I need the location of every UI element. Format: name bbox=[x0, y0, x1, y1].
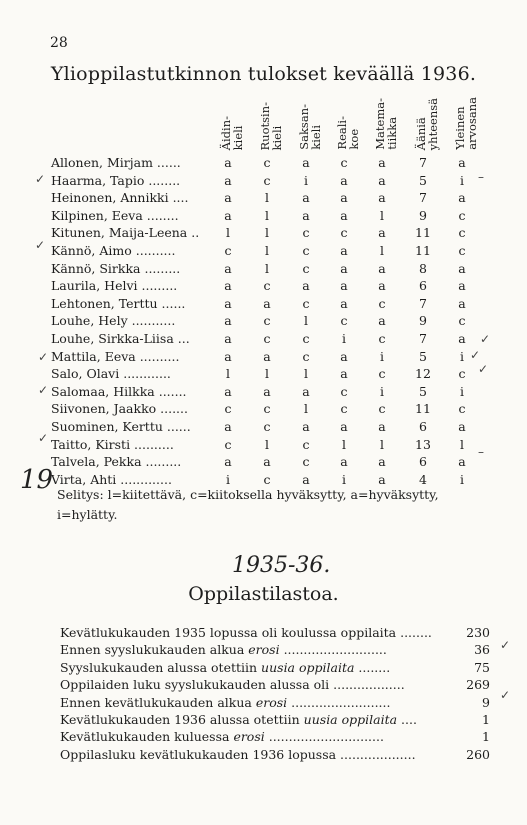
table-row bbox=[0, 419, 527, 437]
grade-cell: l bbox=[304, 366, 308, 382]
check-mark-icon: ✓ bbox=[38, 383, 49, 397]
grade-cell: c bbox=[378, 331, 386, 346]
grade-cell: a bbox=[340, 207, 348, 223]
grade-cell: i bbox=[460, 383, 464, 399]
grade-cell: c bbox=[458, 313, 466, 329]
student-name: Talvela, Pekka ......... bbox=[51, 454, 182, 470]
table-row bbox=[0, 384, 527, 402]
grade-cell: a bbox=[340, 295, 348, 311]
grade-cell: a bbox=[224, 419, 232, 434]
grade-cell: 11 bbox=[415, 401, 431, 417]
grade-cell: c bbox=[340, 155, 348, 170]
grade-cell: c bbox=[263, 401, 271, 417]
stat-label-text: Kevätlukukauden kuluessa bbox=[60, 729, 234, 745]
grade-cell: c bbox=[224, 401, 232, 417]
stat-label-emphasis: erosi bbox=[233, 729, 265, 745]
grade-cell: 13 bbox=[415, 436, 431, 452]
check-mark-icon: ✓ bbox=[480, 332, 491, 346]
stat-value: 1 bbox=[482, 712, 490, 727]
grade-cell: c bbox=[378, 366, 386, 382]
grade-cell: c bbox=[458, 243, 466, 258]
check-mark-icon: ✓ bbox=[478, 362, 489, 376]
stat-row bbox=[60, 729, 490, 746]
grade-cell: c bbox=[378, 295, 386, 311]
table-row bbox=[0, 225, 527, 243]
legend-line-2: i=hylätty. bbox=[57, 507, 118, 522]
grade-cell: a bbox=[263, 454, 271, 470]
grade-cell: l bbox=[265, 436, 269, 452]
table-row bbox=[0, 190, 527, 208]
stat-label bbox=[60, 677, 405, 692]
column-headers bbox=[0, 88, 527, 150]
grade-cell: 6 bbox=[419, 278, 427, 294]
stat-label bbox=[60, 695, 390, 710]
stat-label-text: Ennen syyslukukauden alkua bbox=[60, 642, 249, 658]
stat-value: 75 bbox=[474, 659, 490, 675]
grade-cell: a bbox=[224, 172, 232, 188]
grade-cell: l bbox=[265, 207, 269, 223]
grade-cell: a bbox=[378, 225, 386, 241]
grade-cell: a bbox=[340, 260, 348, 276]
stat-row bbox=[60, 660, 490, 677]
stat-value: 269 bbox=[466, 677, 490, 693]
grade-cell: l bbox=[304, 401, 308, 417]
legend-line-1: Selitys: l=kiitettävä, c=kiitoksella hyväksytty, a=hyväksytty, bbox=[57, 487, 439, 502]
check-mark-icon: ✓ bbox=[470, 348, 481, 362]
grade-cell: a bbox=[263, 295, 271, 311]
grade-cell: 4 bbox=[419, 471, 427, 487]
grade-cell: i bbox=[460, 471, 464, 487]
grade-cell: c bbox=[340, 225, 348, 241]
grade-cell: a bbox=[302, 190, 310, 206]
grade-cell: c bbox=[340, 313, 348, 329]
grade-cell: 7 bbox=[419, 190, 427, 206]
grade-cell: l bbox=[265, 260, 269, 276]
grade-cell: a bbox=[458, 419, 466, 434]
grade-cell: a bbox=[224, 454, 232, 470]
table-row bbox=[0, 208, 527, 226]
column-header: Yleinen arvosana bbox=[453, 97, 479, 150]
grade-cell: c bbox=[224, 243, 232, 258]
grade-cell: c bbox=[302, 454, 310, 470]
student-name: Kitunen, Maija-Leena .. bbox=[51, 225, 200, 241]
stat-row bbox=[60, 747, 490, 764]
grade-cell: a bbox=[302, 155, 310, 170]
stat-label-emphasis: uusia oppilaita bbox=[303, 712, 398, 727]
stat-label-leader: ......................... bbox=[287, 694, 391, 710]
page-title: Ylioppilastutkinnon tulokset keväällä 1936. bbox=[50, 63, 477, 85]
stat-row bbox=[60, 642, 490, 659]
table-row bbox=[0, 401, 527, 419]
grade-cell: a bbox=[224, 383, 232, 399]
grade-cell: i bbox=[460, 348, 464, 364]
grade-cell: a bbox=[302, 278, 310, 294]
stat-label-text: Kevätlukukauden 1935 lopussa oli koulussa oppilaita ........ bbox=[60, 625, 432, 640]
table-row bbox=[0, 313, 527, 331]
grade-cell: c bbox=[458, 207, 466, 223]
table-row bbox=[0, 366, 527, 384]
grade-cell: 5 bbox=[419, 172, 427, 188]
check-mark-icon: ✓ bbox=[35, 238, 46, 252]
grade-cell: 12 bbox=[415, 366, 431, 382]
stat-value: 1 bbox=[482, 729, 490, 745]
student-name: Salo, Olavi ............ bbox=[51, 366, 171, 382]
grade-cell: l bbox=[460, 436, 464, 452]
grade-cell: 5 bbox=[419, 383, 427, 399]
grade-cell: c bbox=[458, 366, 466, 382]
student-name: Kännö, Aimo .......... bbox=[51, 243, 176, 258]
grade-cell: a bbox=[378, 278, 386, 294]
grade-cell: c bbox=[340, 401, 348, 417]
grade-cell: a bbox=[340, 366, 348, 382]
grade-cell: 7 bbox=[419, 155, 427, 170]
stat-row bbox=[60, 625, 490, 642]
grade-cell: i bbox=[380, 348, 384, 364]
table-row bbox=[0, 437, 527, 455]
grade-cell: a bbox=[340, 172, 348, 188]
student-name: Louhe, Sirkka-Liisa ... bbox=[51, 331, 190, 346]
stat-label-leader: ........ bbox=[354, 659, 391, 675]
column-header: Matema- tiikka bbox=[373, 98, 399, 150]
student-name: Kännö, Sirkka ......... bbox=[51, 260, 181, 276]
grade-cell: i bbox=[460, 172, 464, 188]
student-name: Haarma, Tapio ........ bbox=[51, 172, 181, 188]
student-name: Lehtonen, Terttu ...... bbox=[51, 295, 186, 311]
grade-cell: c bbox=[263, 419, 271, 434]
column-header: Ääniä yhteensä bbox=[414, 97, 440, 150]
grade-cell: a bbox=[340, 278, 348, 294]
grade-cell: 5 bbox=[419, 348, 427, 364]
table-row bbox=[0, 278, 527, 296]
stat-label bbox=[60, 747, 416, 762]
grade-cell: a bbox=[224, 207, 232, 223]
stat-value: 36 bbox=[474, 642, 490, 658]
grade-cell: a bbox=[340, 348, 348, 364]
check-mark-icon: ✓ bbox=[35, 172, 46, 186]
column-header: Ruotsin- kieli bbox=[258, 101, 284, 150]
grade-cell: a bbox=[458, 454, 466, 470]
grade-cell: a bbox=[458, 295, 466, 311]
stat-label bbox=[60, 625, 432, 640]
dash-mark-icon: – bbox=[478, 445, 484, 459]
stat-row bbox=[60, 695, 490, 712]
grade-cell: c bbox=[378, 401, 386, 417]
grade-cell: a bbox=[458, 190, 466, 206]
grade-cell: l bbox=[342, 436, 346, 452]
grade-cell: i bbox=[380, 383, 384, 399]
stat-label-text: Syyslukukauden alussa otettiin bbox=[60, 659, 262, 675]
grade-cell: l bbox=[304, 313, 308, 329]
stat-label-emphasis: erosi bbox=[248, 642, 280, 658]
grade-cell: a bbox=[224, 295, 232, 311]
legend bbox=[57, 485, 487, 525]
grade-cell: c bbox=[302, 295, 310, 311]
check-mark-icon: ✓ bbox=[38, 350, 49, 364]
column-header: Äidin- kieli bbox=[219, 115, 245, 150]
grade-cell: 11 bbox=[415, 243, 431, 258]
grade-cell: i bbox=[342, 471, 346, 487]
stat-value: 9 bbox=[482, 694, 490, 710]
grade-cell: c bbox=[224, 436, 232, 452]
grade-cell: 8 bbox=[419, 260, 427, 276]
handwritten-year-note: 1935-36. bbox=[232, 553, 331, 578]
grade-cell: l bbox=[265, 243, 269, 258]
student-name: Heinonen, Annikki .... bbox=[51, 190, 189, 206]
table-row bbox=[0, 173, 527, 191]
student-name: Taitto, Kirsti .......... bbox=[51, 436, 174, 452]
stat-label-leader: ............................. bbox=[264, 729, 384, 745]
grade-cell: c bbox=[263, 278, 271, 294]
stat-label-emphasis: uusia oppilaita bbox=[261, 659, 355, 675]
grade-cell: a bbox=[224, 278, 232, 294]
grade-cell: c bbox=[263, 313, 271, 329]
student-name: Salomaa, Hilkka ....... bbox=[51, 383, 187, 399]
dash-mark-icon: – bbox=[478, 170, 484, 184]
grade-cell: a bbox=[378, 454, 386, 470]
stat-label bbox=[60, 712, 417, 727]
grade-cell: a bbox=[378, 471, 386, 487]
section-subtitle: Oppilastilastoa. bbox=[188, 583, 339, 605]
stat-label-leader: .... bbox=[397, 712, 417, 727]
grade-cell: a bbox=[302, 419, 310, 434]
grade-cell: l bbox=[265, 225, 269, 241]
grade-cell: l bbox=[226, 366, 230, 382]
check-mark-icon: ✓ bbox=[500, 688, 511, 702]
grade-cell: a bbox=[458, 331, 466, 346]
grade-cell: c bbox=[302, 348, 310, 364]
grade-cell: a bbox=[224, 190, 232, 206]
grade-cell: a bbox=[340, 454, 348, 470]
student-name: Louhe, Hely ........... bbox=[51, 313, 176, 329]
table-row bbox=[0, 331, 527, 349]
grade-cell: c bbox=[263, 172, 271, 188]
grade-cell: 7 bbox=[419, 331, 427, 346]
grade-cell: l bbox=[226, 225, 230, 241]
grade-cell: c bbox=[263, 331, 271, 346]
grade-cell: i bbox=[304, 172, 308, 188]
grade-cell: l bbox=[380, 436, 384, 452]
grade-cell: a bbox=[378, 313, 386, 329]
grade-cell: a bbox=[378, 260, 386, 276]
stat-value: 260 bbox=[466, 746, 490, 762]
grade-cell: a bbox=[263, 348, 271, 364]
grade-cell: a bbox=[378, 419, 386, 434]
grade-cell: a bbox=[263, 383, 271, 399]
grade-cell: c bbox=[263, 155, 271, 170]
grade-cell: a bbox=[378, 172, 386, 188]
grade-cell: 9 bbox=[419, 313, 427, 329]
grade-cell: l bbox=[265, 190, 269, 206]
stat-label bbox=[60, 660, 390, 675]
grade-cell: a bbox=[224, 331, 232, 346]
stat-row bbox=[60, 677, 490, 694]
grade-cell: 9 bbox=[419, 207, 427, 223]
grade-cell: a bbox=[302, 207, 310, 223]
grade-cell: a bbox=[224, 313, 232, 329]
grade-cell: c bbox=[458, 225, 466, 241]
grade-cell: a bbox=[224, 260, 232, 276]
check-mark-icon: ✓ bbox=[500, 638, 511, 652]
stat-label-text: Oppilasluku kevätlukukauden 1936 lopussa ................... bbox=[60, 746, 416, 762]
column-header: Saksan- kieli bbox=[297, 104, 323, 150]
table-row bbox=[0, 261, 527, 279]
student-name: Suominen, Kerttu ...... bbox=[51, 419, 191, 434]
grade-cell: c bbox=[263, 471, 271, 487]
student-name: Virta, Ahti ............. bbox=[51, 471, 172, 487]
handwritten-margin-number: 19 bbox=[20, 465, 54, 495]
grade-cell: l bbox=[265, 366, 269, 382]
grade-cell: a bbox=[340, 243, 348, 258]
grade-cell: 6 bbox=[419, 454, 427, 470]
grade-cell: a bbox=[340, 190, 348, 206]
table-row bbox=[0, 349, 527, 367]
student-name: Laurila, Helvi ......... bbox=[51, 278, 178, 294]
grade-cell: c bbox=[302, 436, 310, 452]
check-mark-icon: ✓ bbox=[38, 431, 49, 445]
grade-cell: 7 bbox=[419, 295, 427, 311]
grade-cell: i bbox=[342, 331, 346, 346]
student-name: Kilpinen, Eeva ........ bbox=[51, 207, 179, 223]
grade-cell: a bbox=[224, 155, 232, 170]
grade-cell: a bbox=[458, 278, 466, 294]
grade-cell: c bbox=[302, 331, 310, 346]
grade-cell: a bbox=[378, 155, 386, 170]
stat-value: 230 bbox=[466, 625, 490, 640]
table-row bbox=[0, 155, 527, 173]
stat-label bbox=[60, 642, 387, 657]
grade-cell: c bbox=[302, 225, 310, 241]
student-name: Siivonen, Jaakko ....... bbox=[51, 401, 188, 417]
grade-cell: c bbox=[458, 401, 466, 417]
student-name: Allonen, Mirjam ...... bbox=[51, 155, 181, 170]
stat-label-text: Kevätlukukauden 1936 alussa otettiin bbox=[60, 712, 304, 727]
grade-cell: 11 bbox=[415, 225, 431, 241]
stat-label-leader: .......................... bbox=[279, 642, 387, 658]
grade-cell: a bbox=[458, 155, 466, 170]
table-row bbox=[0, 454, 527, 472]
grade-cell: l bbox=[380, 207, 384, 223]
grade-cell: 6 bbox=[419, 419, 427, 434]
stat-label bbox=[60, 729, 384, 744]
table-row bbox=[0, 296, 527, 314]
stat-label-text: Ennen kevätlukukauden alkua bbox=[60, 694, 256, 710]
page-number: 28 bbox=[50, 35, 68, 51]
table-row bbox=[0, 243, 527, 261]
grade-cell: c bbox=[340, 383, 348, 399]
column-header: Reali- koe bbox=[335, 116, 361, 150]
grade-cell: a bbox=[224, 348, 232, 364]
grade-cell: c bbox=[302, 260, 310, 276]
student-name: Mattila, Eeva .......... bbox=[51, 348, 180, 364]
grade-cell: a bbox=[302, 383, 310, 399]
stat-label-emphasis: erosi bbox=[255, 694, 288, 710]
stat-row bbox=[60, 712, 490, 729]
stat-label-text: Oppilaiden luku syyslukukauden alussa oli .................. bbox=[60, 677, 405, 693]
grade-cell: a bbox=[340, 419, 348, 434]
grade-cell: c bbox=[302, 243, 310, 258]
grade-cell: a bbox=[378, 190, 386, 206]
grade-cell: a bbox=[302, 471, 310, 487]
grade-cell: a bbox=[458, 260, 466, 276]
grade-cell: l bbox=[380, 243, 384, 258]
grade-cell: i bbox=[226, 471, 230, 487]
